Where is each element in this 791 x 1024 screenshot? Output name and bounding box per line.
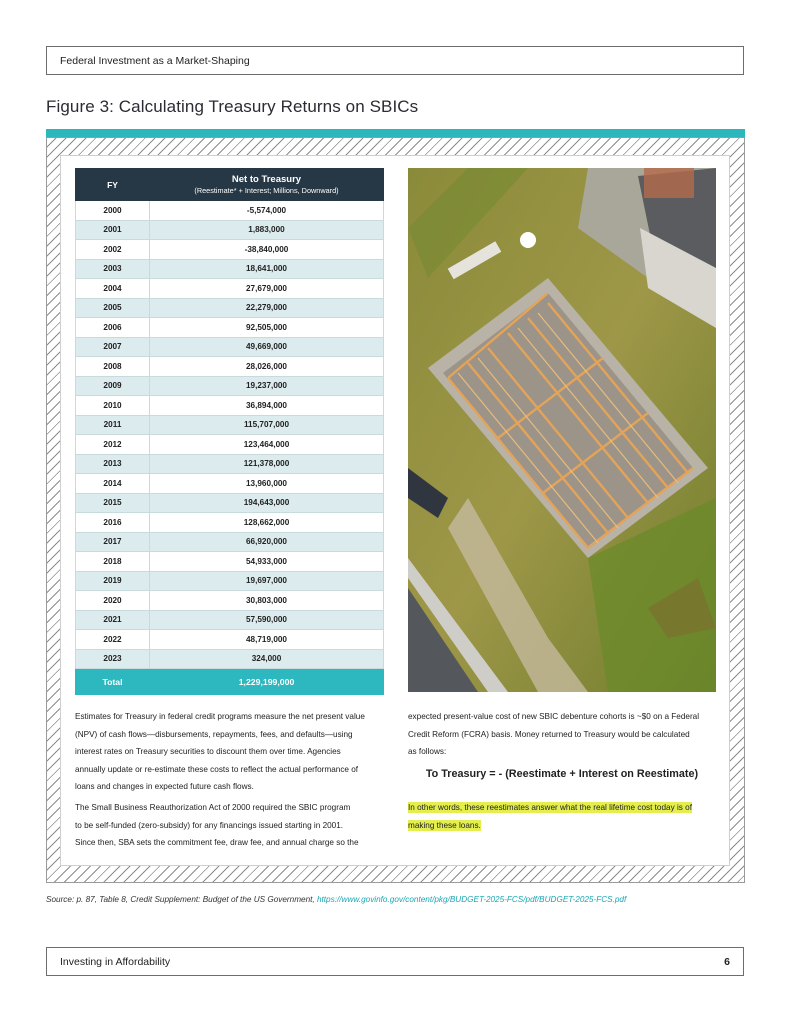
value-cell: 66,920,000 bbox=[150, 532, 384, 552]
fy-cell: 2000 bbox=[76, 201, 150, 221]
text-line: expected present-value cost of new SBIC debenture cohorts is ~$0 on a Federal bbox=[408, 712, 700, 721]
text-line: (NPV) of cash flows—disbursements, repayments, fees, and defaults—using bbox=[75, 729, 353, 739]
fy-cell: 2017 bbox=[76, 532, 150, 552]
text-line: loans and changes in expected future cash flows. bbox=[75, 782, 254, 792]
table-row bbox=[76, 259, 384, 279]
table-row bbox=[76, 376, 384, 396]
treasury-table bbox=[75, 168, 384, 695]
value-cell: 27,679,000 bbox=[150, 279, 384, 299]
fy-cell: 2001 bbox=[76, 220, 150, 240]
value-cell: -38,840,000 bbox=[150, 240, 384, 260]
highlighted-paragraph bbox=[408, 799, 728, 834]
page-number: 6 bbox=[724, 956, 730, 968]
table-row bbox=[76, 415, 384, 435]
body-right-paragraph-1 bbox=[408, 708, 728, 761]
fy-cell: 2015 bbox=[76, 493, 150, 513]
col-net-subtitle: (Reestimate* + Interest; Millions, Downward) bbox=[194, 186, 339, 195]
fy-cell: 2009 bbox=[76, 376, 150, 396]
total-value: 1,229,199,000 bbox=[150, 669, 384, 695]
value-cell: 324,000 bbox=[150, 649, 384, 669]
running-header bbox=[46, 46, 744, 75]
table-row bbox=[76, 454, 384, 474]
fy-cell: 2007 bbox=[76, 337, 150, 357]
value-cell: 92,505,000 bbox=[150, 318, 384, 338]
fy-cell: 2016 bbox=[76, 513, 150, 533]
value-cell: 115,707,000 bbox=[150, 415, 384, 435]
header-title: Federal Investment as a Market-Shaping bbox=[60, 55, 250, 67]
table-row bbox=[76, 337, 384, 357]
value-cell: 48,719,000 bbox=[150, 630, 384, 650]
value-cell: 36,894,000 bbox=[150, 396, 384, 416]
table-row bbox=[76, 591, 384, 611]
highlight-line: In other words, these reestimates answer what the real lifetime cost today is of bbox=[408, 803, 692, 812]
highlight-line: making these loans. bbox=[408, 820, 481, 830]
value-cell: 57,590,000 bbox=[150, 610, 384, 630]
fy-cell: 2002 bbox=[76, 240, 150, 260]
table-row bbox=[76, 298, 384, 318]
value-cell: 54,933,000 bbox=[150, 552, 384, 572]
fy-cell: 2003 bbox=[76, 259, 150, 279]
total-label: Total bbox=[76, 669, 150, 695]
table-row bbox=[76, 571, 384, 591]
table-row bbox=[76, 396, 384, 416]
fy-cell: 2011 bbox=[76, 415, 150, 435]
value-cell: 123,464,000 bbox=[150, 435, 384, 455]
table-row bbox=[76, 630, 384, 650]
fy-cell: 2020 bbox=[76, 591, 150, 611]
value-cell: 128,662,000 bbox=[150, 513, 384, 533]
running-footer bbox=[46, 947, 744, 976]
fy-cell: 2022 bbox=[76, 630, 150, 650]
value-cell: 19,697,000 bbox=[150, 571, 384, 591]
value-cell: 28,026,000 bbox=[150, 357, 384, 377]
table-row bbox=[76, 201, 384, 221]
body-left-paragraph-2 bbox=[75, 799, 395, 852]
fy-cell: 2006 bbox=[76, 318, 150, 338]
fy-cell: 2023 bbox=[76, 649, 150, 669]
value-cell: 121,378,000 bbox=[150, 454, 384, 474]
col-net-title: Net to Treasury bbox=[231, 174, 302, 185]
fy-cell: 2005 bbox=[76, 298, 150, 318]
text-line: to be self-funded (zero-subsidy) for any financings issued starting in 2001. bbox=[75, 820, 344, 830]
table-row bbox=[76, 493, 384, 513]
text-line: as follows: bbox=[408, 747, 447, 757]
value-cell: -5,574,000 bbox=[150, 201, 384, 221]
body-left-paragraph-1 bbox=[75, 708, 395, 796]
teal-divider bbox=[46, 129, 745, 137]
text-line: Credit Reform (FCRA) basis. Money returned to Treasury would be calculated bbox=[408, 729, 690, 739]
col-fy-header: FY bbox=[76, 169, 150, 201]
text-line: interest rates on Treasury securities to discount them over time. Agencies bbox=[75, 747, 341, 757]
source-note bbox=[46, 895, 626, 904]
col-net-header bbox=[150, 169, 384, 201]
figure-title: Figure 3: Calculating Treasury Returns on SBICs bbox=[46, 97, 419, 116]
table-total-row bbox=[76, 669, 384, 695]
table-header-row bbox=[76, 169, 384, 201]
value-cell: 1,883,000 bbox=[150, 220, 384, 240]
fy-cell: 2012 bbox=[76, 435, 150, 455]
fy-cell: 2014 bbox=[76, 474, 150, 494]
text-line: Estimates for Treasury in federal credit programs measure the net present value bbox=[75, 712, 365, 721]
value-cell: 49,669,000 bbox=[150, 337, 384, 357]
fy-cell: 2021 bbox=[76, 610, 150, 630]
table-row bbox=[76, 357, 384, 377]
value-cell: 18,641,000 bbox=[150, 259, 384, 279]
table-row bbox=[76, 220, 384, 240]
fy-cell: 2018 bbox=[76, 552, 150, 572]
table-row bbox=[76, 610, 384, 630]
fy-cell: 2008 bbox=[76, 357, 150, 377]
table-row bbox=[76, 474, 384, 494]
construction-aerial-photo bbox=[408, 168, 716, 692]
table-body bbox=[76, 201, 384, 695]
fy-cell: 2019 bbox=[76, 571, 150, 591]
fy-cell: 2010 bbox=[76, 396, 150, 416]
text-line: Since then, SBA sets the commitment fee, draw fee, and annual charge so the bbox=[75, 838, 359, 848]
table-row bbox=[76, 240, 384, 260]
text-line: annually update or re-estimate these costs to reflect the actual performance of bbox=[75, 764, 359, 774]
footer-title: Investing in Affordability bbox=[60, 956, 171, 968]
fy-cell: 2013 bbox=[76, 454, 150, 474]
table-row bbox=[76, 513, 384, 533]
value-cell: 13,960,000 bbox=[150, 474, 384, 494]
text-line: The Small Business Reauthorization Act of 2000 required the SBIC program bbox=[75, 803, 351, 812]
source-prefix: Source: p. 87, Table 8, Credit Supplement: Budget of the US Government, bbox=[46, 895, 317, 904]
table-row bbox=[76, 279, 384, 299]
value-cell: 19,237,000 bbox=[150, 376, 384, 396]
table-row bbox=[76, 552, 384, 572]
table-row bbox=[76, 532, 384, 552]
treasury-formula: To Treasury = - (Reestimate + Interest on Reestimate) bbox=[425, 768, 699, 780]
aerial-photo-image bbox=[408, 168, 716, 692]
value-cell: 30,803,000 bbox=[150, 591, 384, 611]
table-row bbox=[76, 435, 384, 455]
table-row bbox=[76, 649, 384, 669]
value-cell: 22,279,000 bbox=[150, 298, 384, 318]
source-link[interactable]: https://www.govinfo.gov/content/pkg/BUDGET-2025-FCS/pdf/BUDGET-2025-FCS.pdf bbox=[316, 895, 627, 904]
table-row bbox=[76, 318, 384, 338]
fy-cell: 2004 bbox=[76, 279, 150, 299]
value-cell: 194,643,000 bbox=[150, 493, 384, 513]
